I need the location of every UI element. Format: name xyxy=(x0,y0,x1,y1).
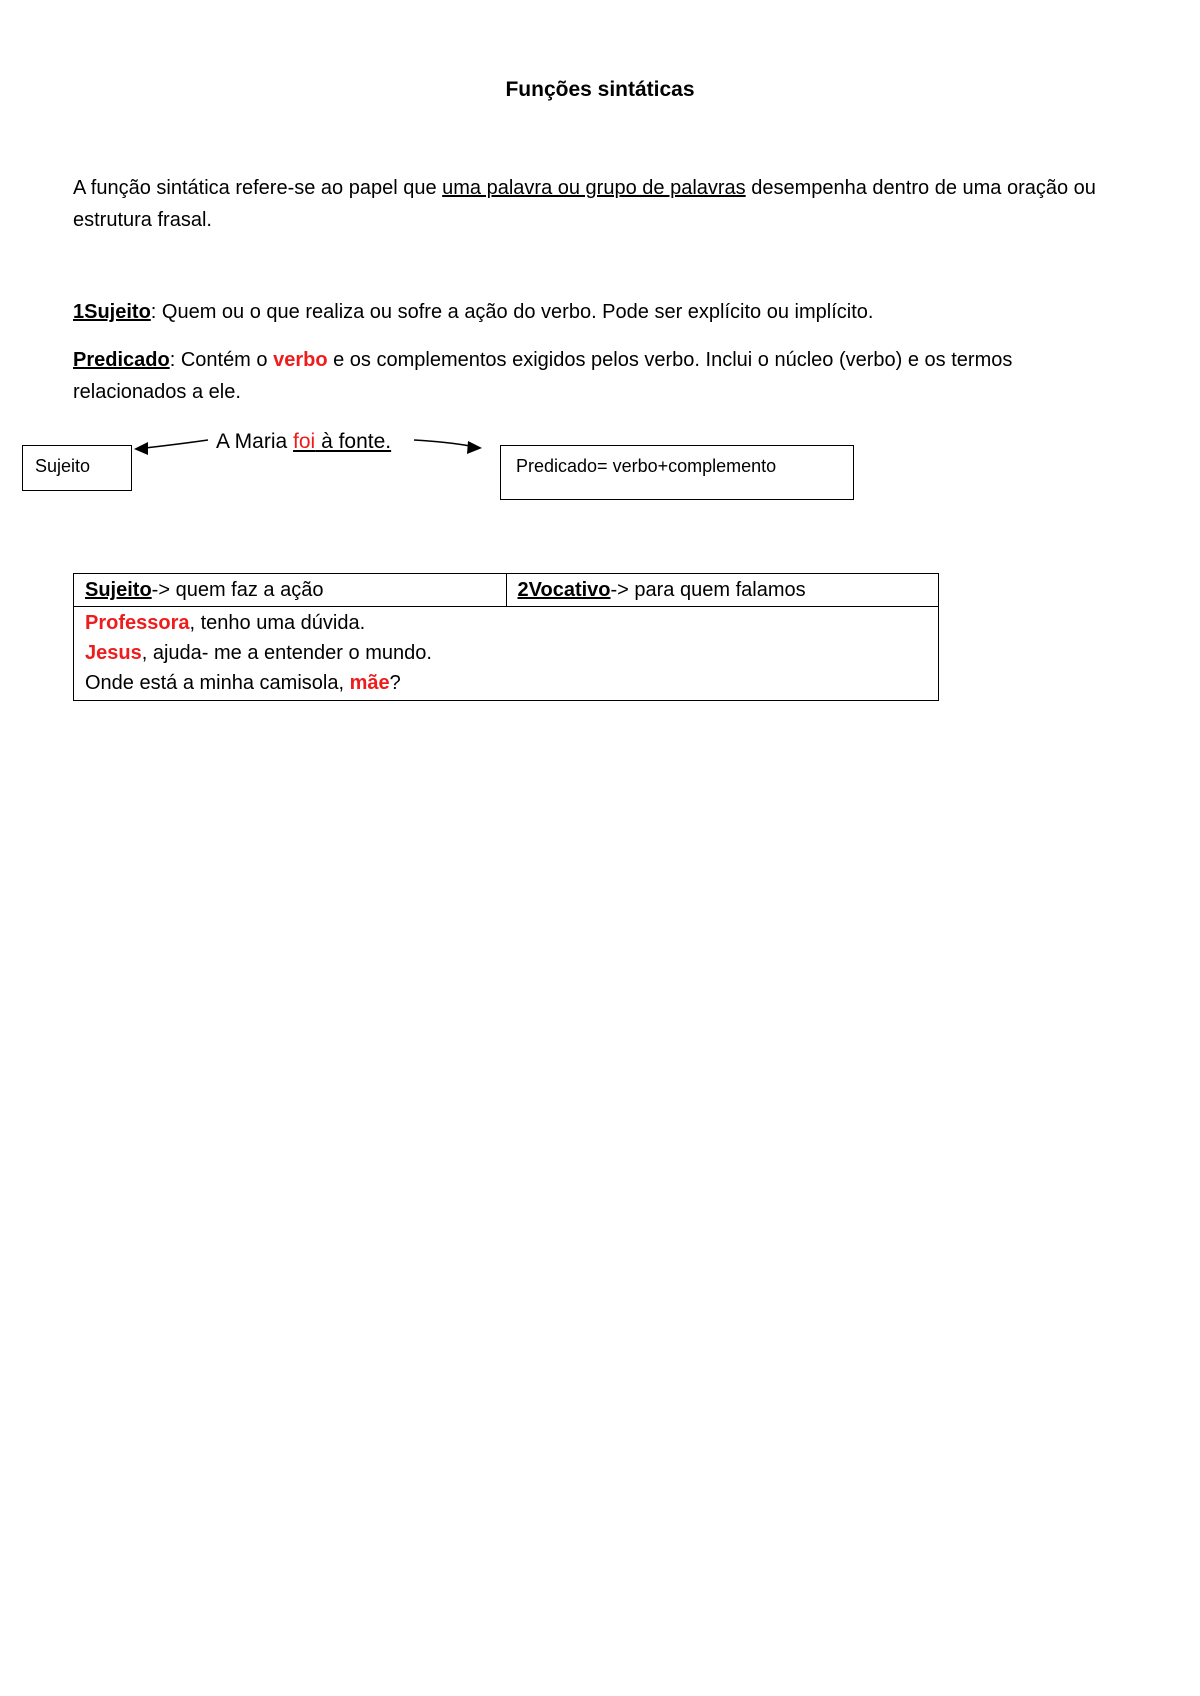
verbo-highlight: verbo xyxy=(273,349,328,371)
sujeito-box: Sujeito xyxy=(22,445,132,491)
example-text-after: ? xyxy=(389,672,401,694)
example-text-after: , tenho uma dúvida. xyxy=(189,612,366,634)
sujeito-term: 1Sujeito xyxy=(73,301,151,323)
examples-cell xyxy=(74,607,939,701)
vocativo-table xyxy=(73,573,939,701)
example-subject: A Maria xyxy=(216,430,288,453)
predicado-text-before: : Contém o xyxy=(169,349,274,371)
arrow-to-sujeito xyxy=(145,440,208,448)
predicado-term: Predicado xyxy=(73,349,170,371)
header-vocativo-term: 2Vocativo xyxy=(517,579,611,601)
arrow-to-predicado xyxy=(414,440,470,446)
example-line xyxy=(85,638,927,668)
arrowhead-right xyxy=(467,441,482,454)
example-complement: à fonte. xyxy=(315,430,392,453)
vocativo-highlight: Jesus xyxy=(85,642,142,664)
header-sujeito-term: Sujeito xyxy=(85,579,152,601)
intro-underlined-text: uma palavra ou grupo de palavras xyxy=(442,177,746,199)
diagram-arrows xyxy=(0,0,1200,520)
predicado-text-after: e os complementos exigidos pelos verbo. Inclui o núcleo (verbo) e os termos relacionados a ele. xyxy=(73,349,1013,403)
table-row xyxy=(74,607,939,701)
table-header-sujeito xyxy=(74,574,507,607)
intro-text-before: A função sintática refere-se ao papel que xyxy=(73,177,443,199)
header-sujeito-text: -> quem faz a ação xyxy=(151,579,324,601)
vocativo-highlight: Professora xyxy=(85,612,190,634)
predicado-box: Predicado= verbo+complemento xyxy=(500,445,854,500)
example-verb: foi xyxy=(293,430,316,453)
example-line xyxy=(85,608,927,638)
table-header-row xyxy=(74,574,939,607)
example-text-before: Onde está a minha camisola, xyxy=(85,672,350,694)
arrowhead-left xyxy=(134,442,148,455)
page-title: Funções sintáticas xyxy=(505,78,695,101)
vocativo-highlight: mãe xyxy=(349,672,390,694)
example-text-after: , ajuda- me a entender o mundo. xyxy=(141,642,432,664)
table-header-vocativo xyxy=(506,574,939,607)
intro-text-after: desempenha dentro de uma oração ou estrutura frasal. xyxy=(73,177,1096,231)
header-vocativo-text: -> para quem falamos xyxy=(610,579,806,601)
example-line xyxy=(85,668,927,698)
sujeito-definition-text: : Quem ou o que realiza ou sofre a ação do verbo. Pode ser explícito ou implícito. xyxy=(150,301,874,323)
